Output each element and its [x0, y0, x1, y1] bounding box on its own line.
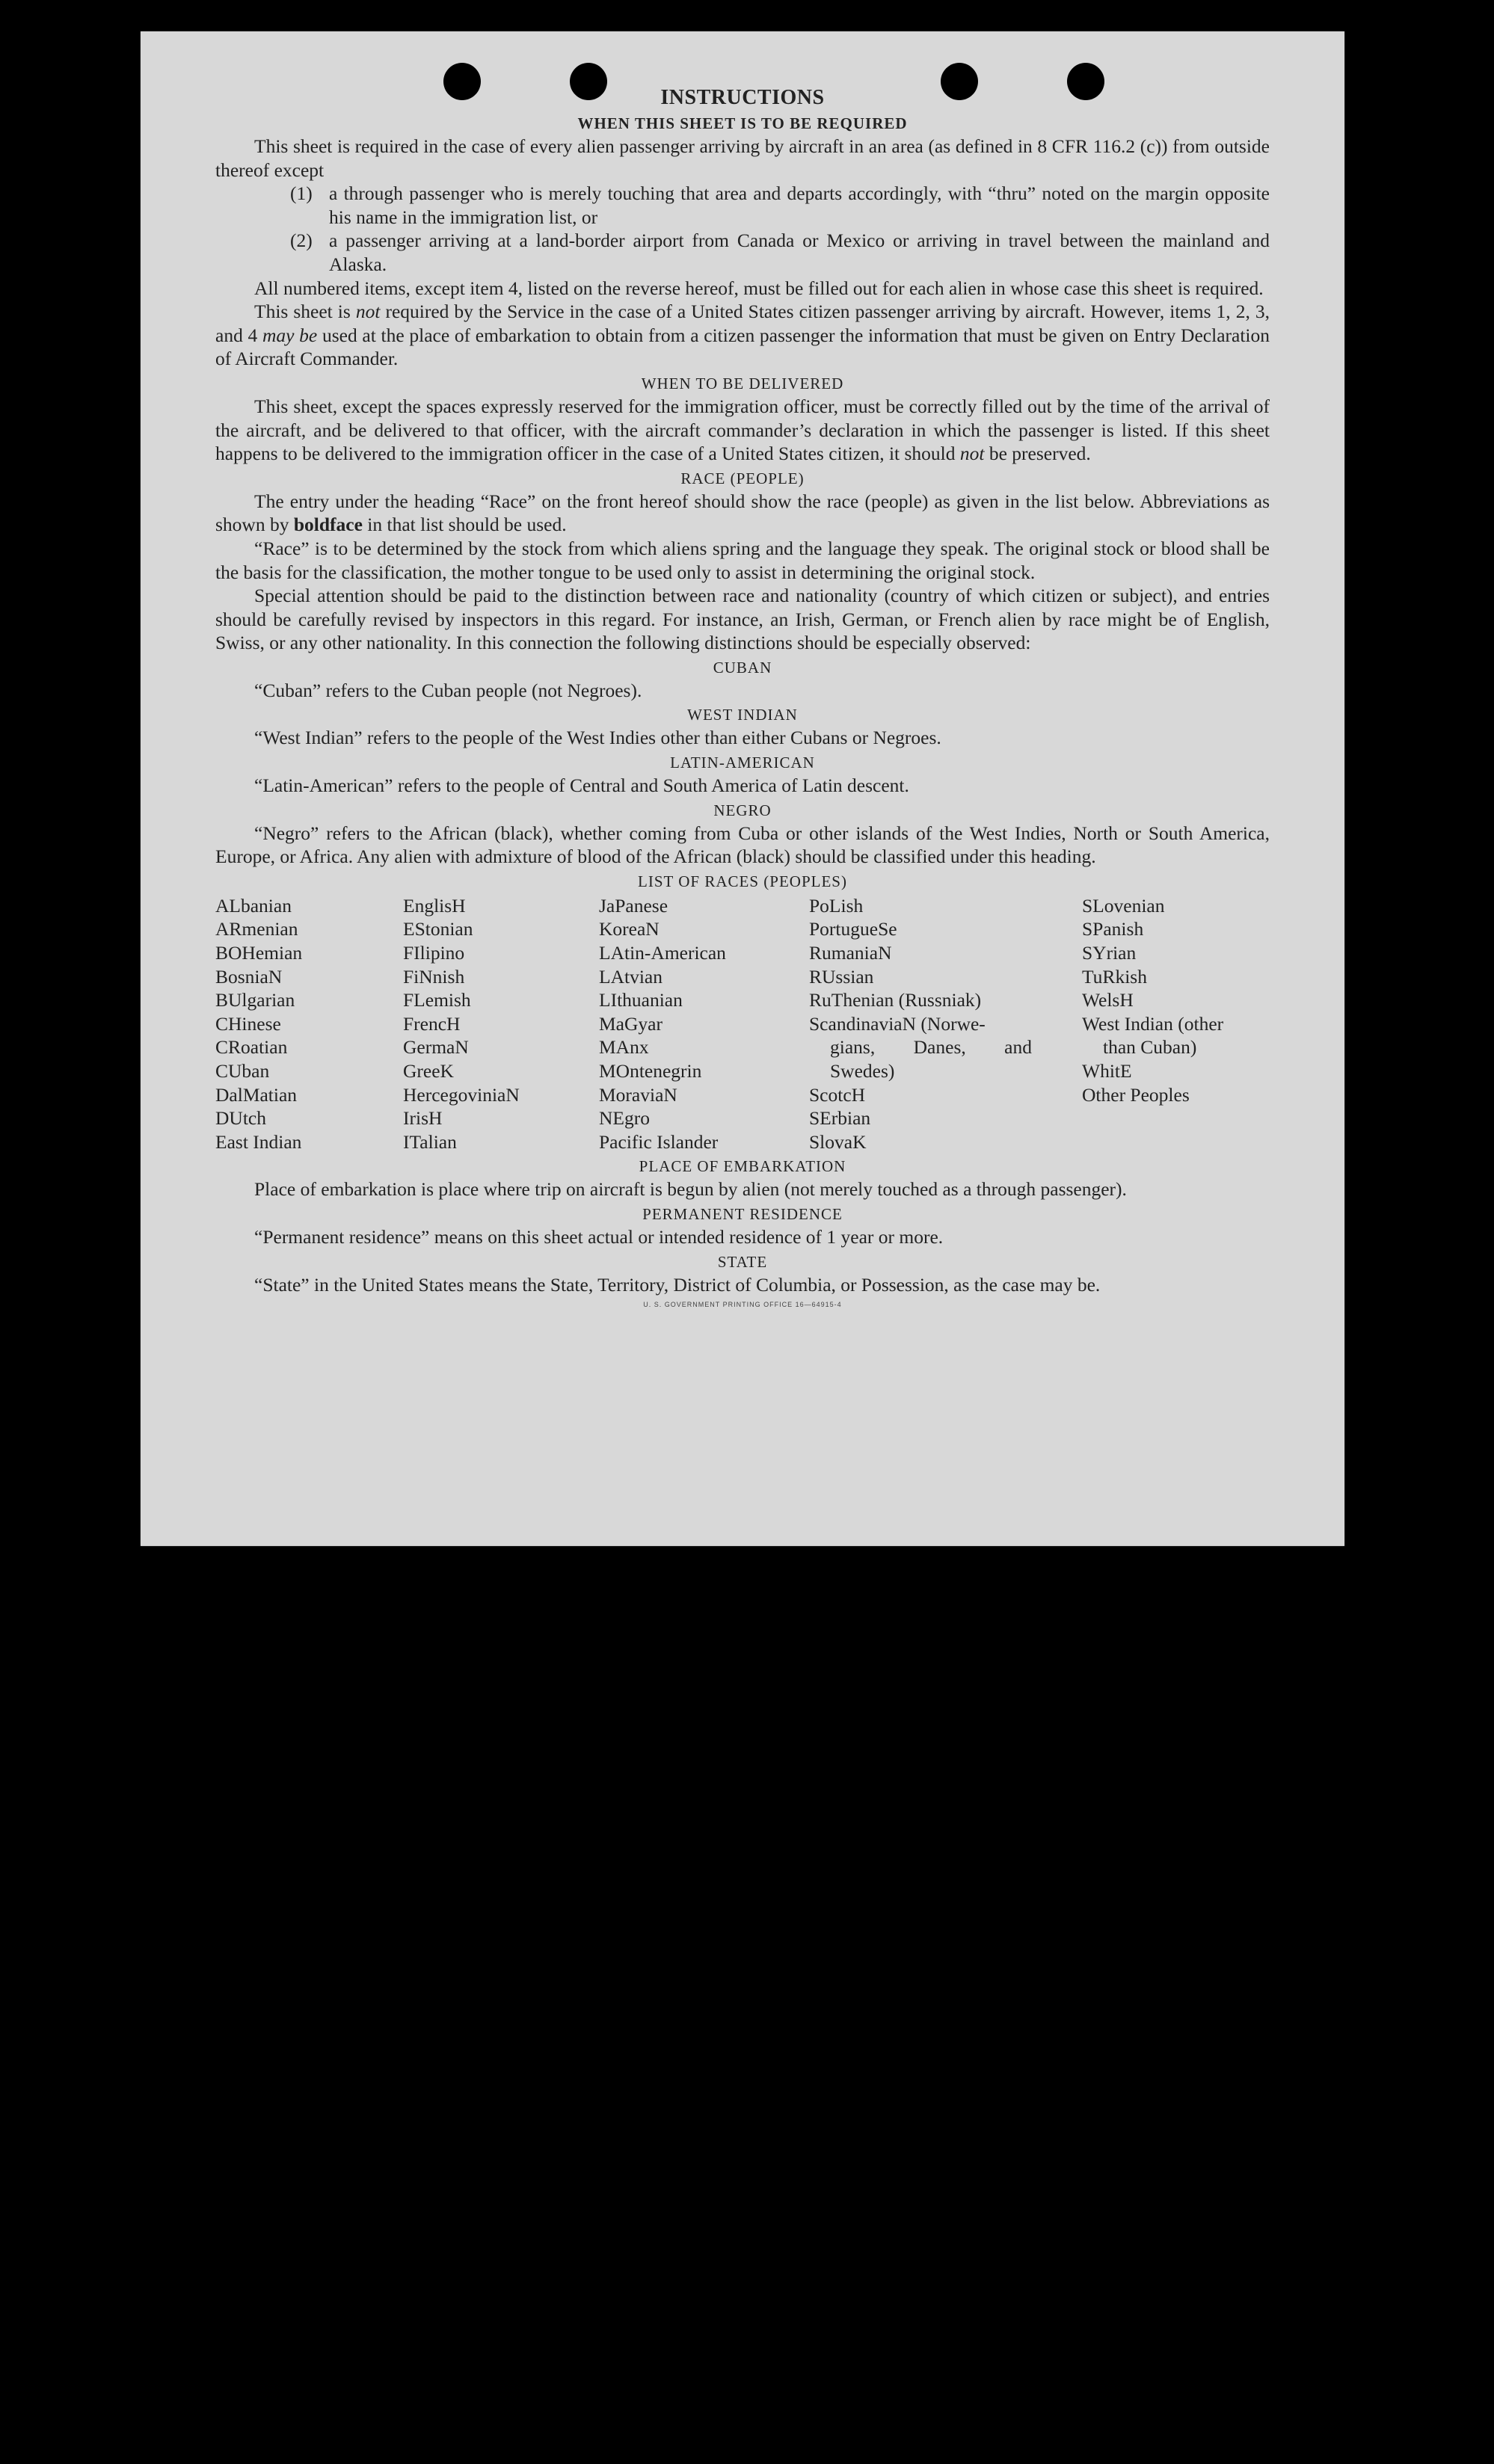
- list-item: gians, Danes, and: [830, 1036, 1032, 1059]
- list-item: GreeK: [403, 1060, 454, 1082]
- section-heading: PERMANENT RESIDENCE: [642, 1204, 843, 1223]
- list-item: Swedes): [830, 1060, 895, 1082]
- list-item: PortugueSe: [809, 918, 897, 940]
- list-item: NEgro: [599, 1107, 650, 1130]
- list-item: JaPanese: [599, 894, 668, 917]
- list-item: MaGyar: [599, 1012, 663, 1035]
- list-item: BUlgarian: [215, 989, 295, 1011]
- list-item: MoraviaN: [599, 1083, 677, 1106]
- paragraph: All numbered items, except item 4, listed on the reverse hereof, must be filled out for each alien in whose case this sheet is required.: [254, 277, 1264, 299]
- list-item: GermaN: [403, 1036, 469, 1059]
- list-item: SYrian: [1082, 942, 1137, 964]
- list-item: West Indian (other: [1082, 1012, 1224, 1035]
- list-item: DUtch: [215, 1107, 266, 1130]
- printer-imprint: U. S. GOVERNMENT PRINTING OFFICE 16—64915-4: [643, 1301, 842, 1309]
- list-item: MAnx: [599, 1036, 649, 1059]
- list-item: ALbanian: [215, 894, 292, 917]
- section-heading: CUBAN: [713, 658, 772, 677]
- paragraph: Place of embarkation is place where trip on aircraft is begun by alien (not merely touched as a through passenger).: [254, 1178, 1127, 1201]
- paragraph: “Cuban” refers to the Cuban people (not Negroes).: [254, 679, 642, 701]
- item-text: a passenger arriving at a land-border airport from Canada or Mexico or arriving in travel between the mainland and Alaska.: [329, 230, 1270, 275]
- item-number: (2): [290, 230, 313, 252]
- paragraph: This sheet, except the spaces expressly reserved for the immigration officer, must be correctly filled out by the time of the arrival of the aircraft, and be delivered to that officer, with the aircraft commander’s declaration in which the passenger is listed. If this sheet happens to be delivered to the immigration officer in the case of a United States citizen, it should not be preserved.: [215, 395, 1270, 465]
- paragraph: “Race” is to be determined by the stock from which aliens spring and the language they speak. The original stock or blood shall be the basis for the classification, the mother tongue to be used only to assist in determining the original stock.: [215, 537, 1270, 583]
- list-item: SLovenian: [1082, 894, 1165, 917]
- list-item: SErbian: [809, 1107, 871, 1130]
- list-item: FrencH: [403, 1012, 461, 1035]
- list-item: KoreaN: [599, 918, 660, 940]
- list-item: CUban: [215, 1060, 270, 1082]
- list-item: HercegoviniaN: [403, 1083, 520, 1106]
- races-column: [215, 894, 403, 1154]
- list-item: RuThenian (Russniak): [809, 989, 982, 1011]
- section-heading: LATIN-AMERICAN: [670, 754, 815, 772]
- section-heading: WHEN TO BE DELIVERED: [641, 374, 844, 392]
- list-item: EnglisH: [403, 894, 466, 917]
- races-column: [599, 894, 809, 1154]
- item-number: (1): [290, 182, 313, 205]
- list-item: DalMatian: [215, 1083, 298, 1106]
- list-item: FLemish: [403, 989, 471, 1011]
- section-heading: STATE: [717, 1252, 768, 1271]
- list-item: FIlipino: [403, 942, 465, 964]
- list-item: East Indian: [215, 1130, 302, 1153]
- list-item: Pacific Islander: [599, 1130, 719, 1153]
- list-item: ITalian: [403, 1130, 457, 1153]
- section-heading: LIST OF RACES (PEOPLES): [638, 872, 847, 890]
- paragraph: “Permanent residence” means on this sheet actual or intended residence of 1 year or more.: [254, 1225, 944, 1248]
- list-item: WelsH: [1082, 989, 1134, 1011]
- list-item: CHinese: [215, 1012, 281, 1035]
- paragraph: This sheet is required in the case of every alien passenger arriving by aircraft in an area (as defined in 8 CFR 116.2 (c)) from outside thereof except: [215, 135, 1270, 181]
- list-item: LAtvian: [599, 965, 663, 988]
- item-text: a through passenger who is merely touching that area and departs accordingly, with “thru” noted on the margin opposite his name in the immigration list, or: [329, 182, 1270, 228]
- list-item: PoLish: [809, 894, 864, 917]
- page-title: INSTRUCTIONS: [660, 86, 825, 109]
- list-item: MOntenegrin: [599, 1060, 702, 1082]
- document-page: [141, 31, 1344, 1546]
- list-item: LAtin-American: [599, 942, 726, 964]
- list-item: than Cuban): [1103, 1036, 1197, 1059]
- section-heading: WHEN THIS SHEET IS TO BE REQUIRED: [577, 114, 908, 132]
- list-item: SlovaK: [809, 1130, 867, 1153]
- list-item: [290, 182, 1270, 229]
- races-column: [403, 894, 599, 1154]
- section-heading: PLACE OF EMBARKATION: [639, 1157, 846, 1176]
- races-list: [215, 894, 1270, 1154]
- list-item: IrisH: [403, 1107, 443, 1130]
- paragraph: “Negro” refers to the African (black), whether coming from Cuba or other islands of the West Indies, North or South America, Europe, or Africa. Any alien with admixture of blood of the African (black) should be classified under this heading.: [215, 822, 1270, 868]
- section-heading: RACE (PEOPLE): [680, 469, 805, 487]
- list-item: FiNnish: [403, 965, 465, 988]
- list-item: RumaniaN: [809, 942, 892, 964]
- list-item: RUssian: [809, 965, 874, 988]
- races-column: [809, 894, 1082, 1154]
- paragraph: “Latin-American” refers to the people of Central and South America of Latin descent.: [254, 774, 909, 797]
- races-column: [1082, 894, 1270, 1154]
- list-item: EStonian: [403, 918, 473, 940]
- paragraph: The entry under the heading “Race” on the front hereof should show the race (people) as given in the list below. Abbreviations as shown by boldface in that list should be used.: [215, 490, 1270, 536]
- list-item: CRoatian: [215, 1036, 288, 1059]
- list-item: [290, 229, 1270, 276]
- paragraph: This sheet is not required by the Service in the case of a United States citizen passenger arriving by aircraft. However, items 1, 2, 3, and 4 may be used at the place of embarkation to obtain from a citizen passenger the information that must be given on Entry Declaration of Aircraft Commander.: [215, 301, 1270, 370]
- list-item: WhitE: [1082, 1060, 1132, 1082]
- list-item: SPanish: [1082, 918, 1144, 940]
- list-item: BOHemian: [215, 942, 303, 964]
- list-item: Other Peoples: [1082, 1083, 1190, 1106]
- section-heading: NEGRO: [713, 801, 772, 819]
- list-item: LIthuanian: [599, 989, 683, 1011]
- list-item: ScotcH: [809, 1083, 866, 1106]
- list-item: ScandinaviaN (Norwe-: [809, 1012, 986, 1035]
- paragraph: “State” in the United States means the State, Territory, District of Columbia, or Possession, as the case may be.: [254, 1273, 1101, 1296]
- list-item: ARmenian: [215, 918, 298, 940]
- list-item: TuRkish: [1082, 965, 1147, 988]
- list-item: BosniaN: [215, 965, 283, 988]
- paragraph: “West Indian” refers to the people of the West Indies other than either Cubans or Negroes.: [254, 727, 941, 749]
- paragraph: Special attention should be paid to the distinction between race and nationality (country of which citizen or subject), and entries should be carefully revised by inspectors in this regard. For instance, an Irish, German, or French alien by race might be of English, Swiss, or any other nationality. In this connection the following distinctions should be especially observed:: [215, 585, 1270, 654]
- section-heading: WEST INDIAN: [687, 706, 798, 724]
- instructions-content: [215, 85, 1270, 1310]
